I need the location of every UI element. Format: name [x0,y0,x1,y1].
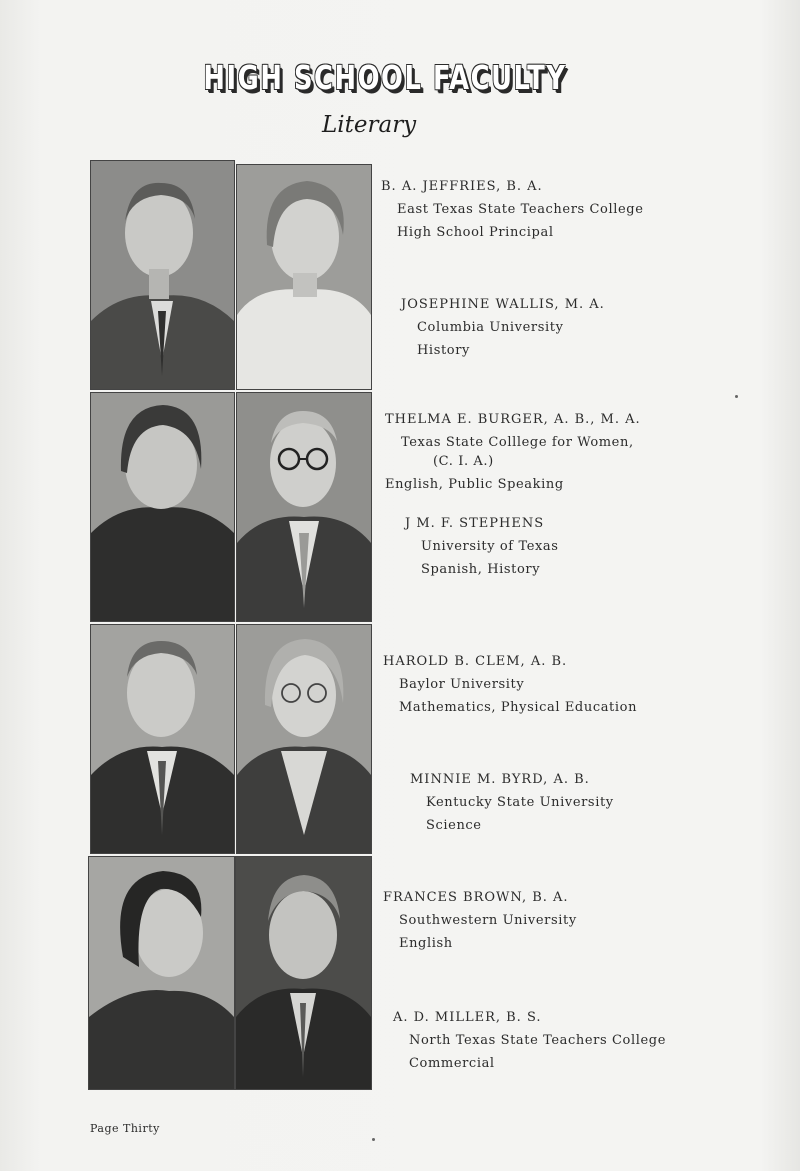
faculty-name: J M. F. STEPHENS [405,516,545,531]
faculty-subject: English, Public Speaking [385,477,564,492]
faculty-school: Kentucky State University [426,795,614,810]
faculty-name: FRANCES BROWN, B. A. [383,890,569,905]
faculty-name: MINNIE M. BYRD, A. B. [410,772,590,787]
faculty-school: North Texas State Teachers College [409,1033,666,1048]
faculty-entry-8 [393,1006,666,1075]
faculty-name: THELMA E. BURGER, A. B., M. A. [385,412,641,427]
faculty-subject: Science [426,818,482,833]
faculty-photo-6 [236,624,372,854]
scan-speck [735,395,738,398]
faculty-entry-5 [383,650,637,719]
faculty-school: East Texas State Teachers College [397,202,644,217]
faculty-photo-4 [236,392,372,622]
page-number: Page Thirty [90,1122,160,1135]
section-subtitle: Literary [322,112,417,138]
page-title: HIGH SCHOOL FACULTY [203,58,567,97]
scan-speck [372,1138,375,1141]
faculty-photo-8 [235,856,372,1090]
faculty-photo-3 [90,392,235,622]
faculty-photo-7 [88,856,235,1090]
faculty-school: Columbia University [417,320,564,335]
faculty-photo-2 [236,164,372,390]
faculty-name: A. D. MILLER, B. S. [393,1010,542,1025]
faculty-photo-1 [90,160,235,390]
faculty-photo-5 [90,624,235,854]
faculty-subject: High School Principal [397,225,554,240]
faculty-subject: Commercial [409,1056,495,1071]
faculty-school: Texas State Colllege for Women, [401,435,634,450]
faculty-school: University of Texas [421,539,559,554]
faculty-subject: Spanish, History [421,562,541,577]
faculty-entry-6 [410,768,614,837]
faculty-name: JOSEPHINE WALLIS, M. A. [401,297,605,312]
faculty-entry-7 [383,886,577,955]
faculty-subject: Mathematics, Physical Education [399,700,638,715]
faculty-school-note: (C. I. A.) [433,454,494,469]
faculty-subject: History [417,343,470,358]
faculty-school: Southwestern University [399,913,577,928]
faculty-entry-4 [405,512,559,581]
faculty-name: B. A. JEFFRIES, B. A. [381,179,543,194]
faculty-entry-2 [401,293,605,362]
faculty-entry-1 [381,175,644,244]
faculty-subject: English [399,936,453,951]
faculty-name: HAROLD B. CLEM, A. B. [383,654,568,669]
faculty-entry-3 [385,410,641,494]
faculty-school: Baylor University [399,677,525,692]
photo-grid [88,160,370,1090]
